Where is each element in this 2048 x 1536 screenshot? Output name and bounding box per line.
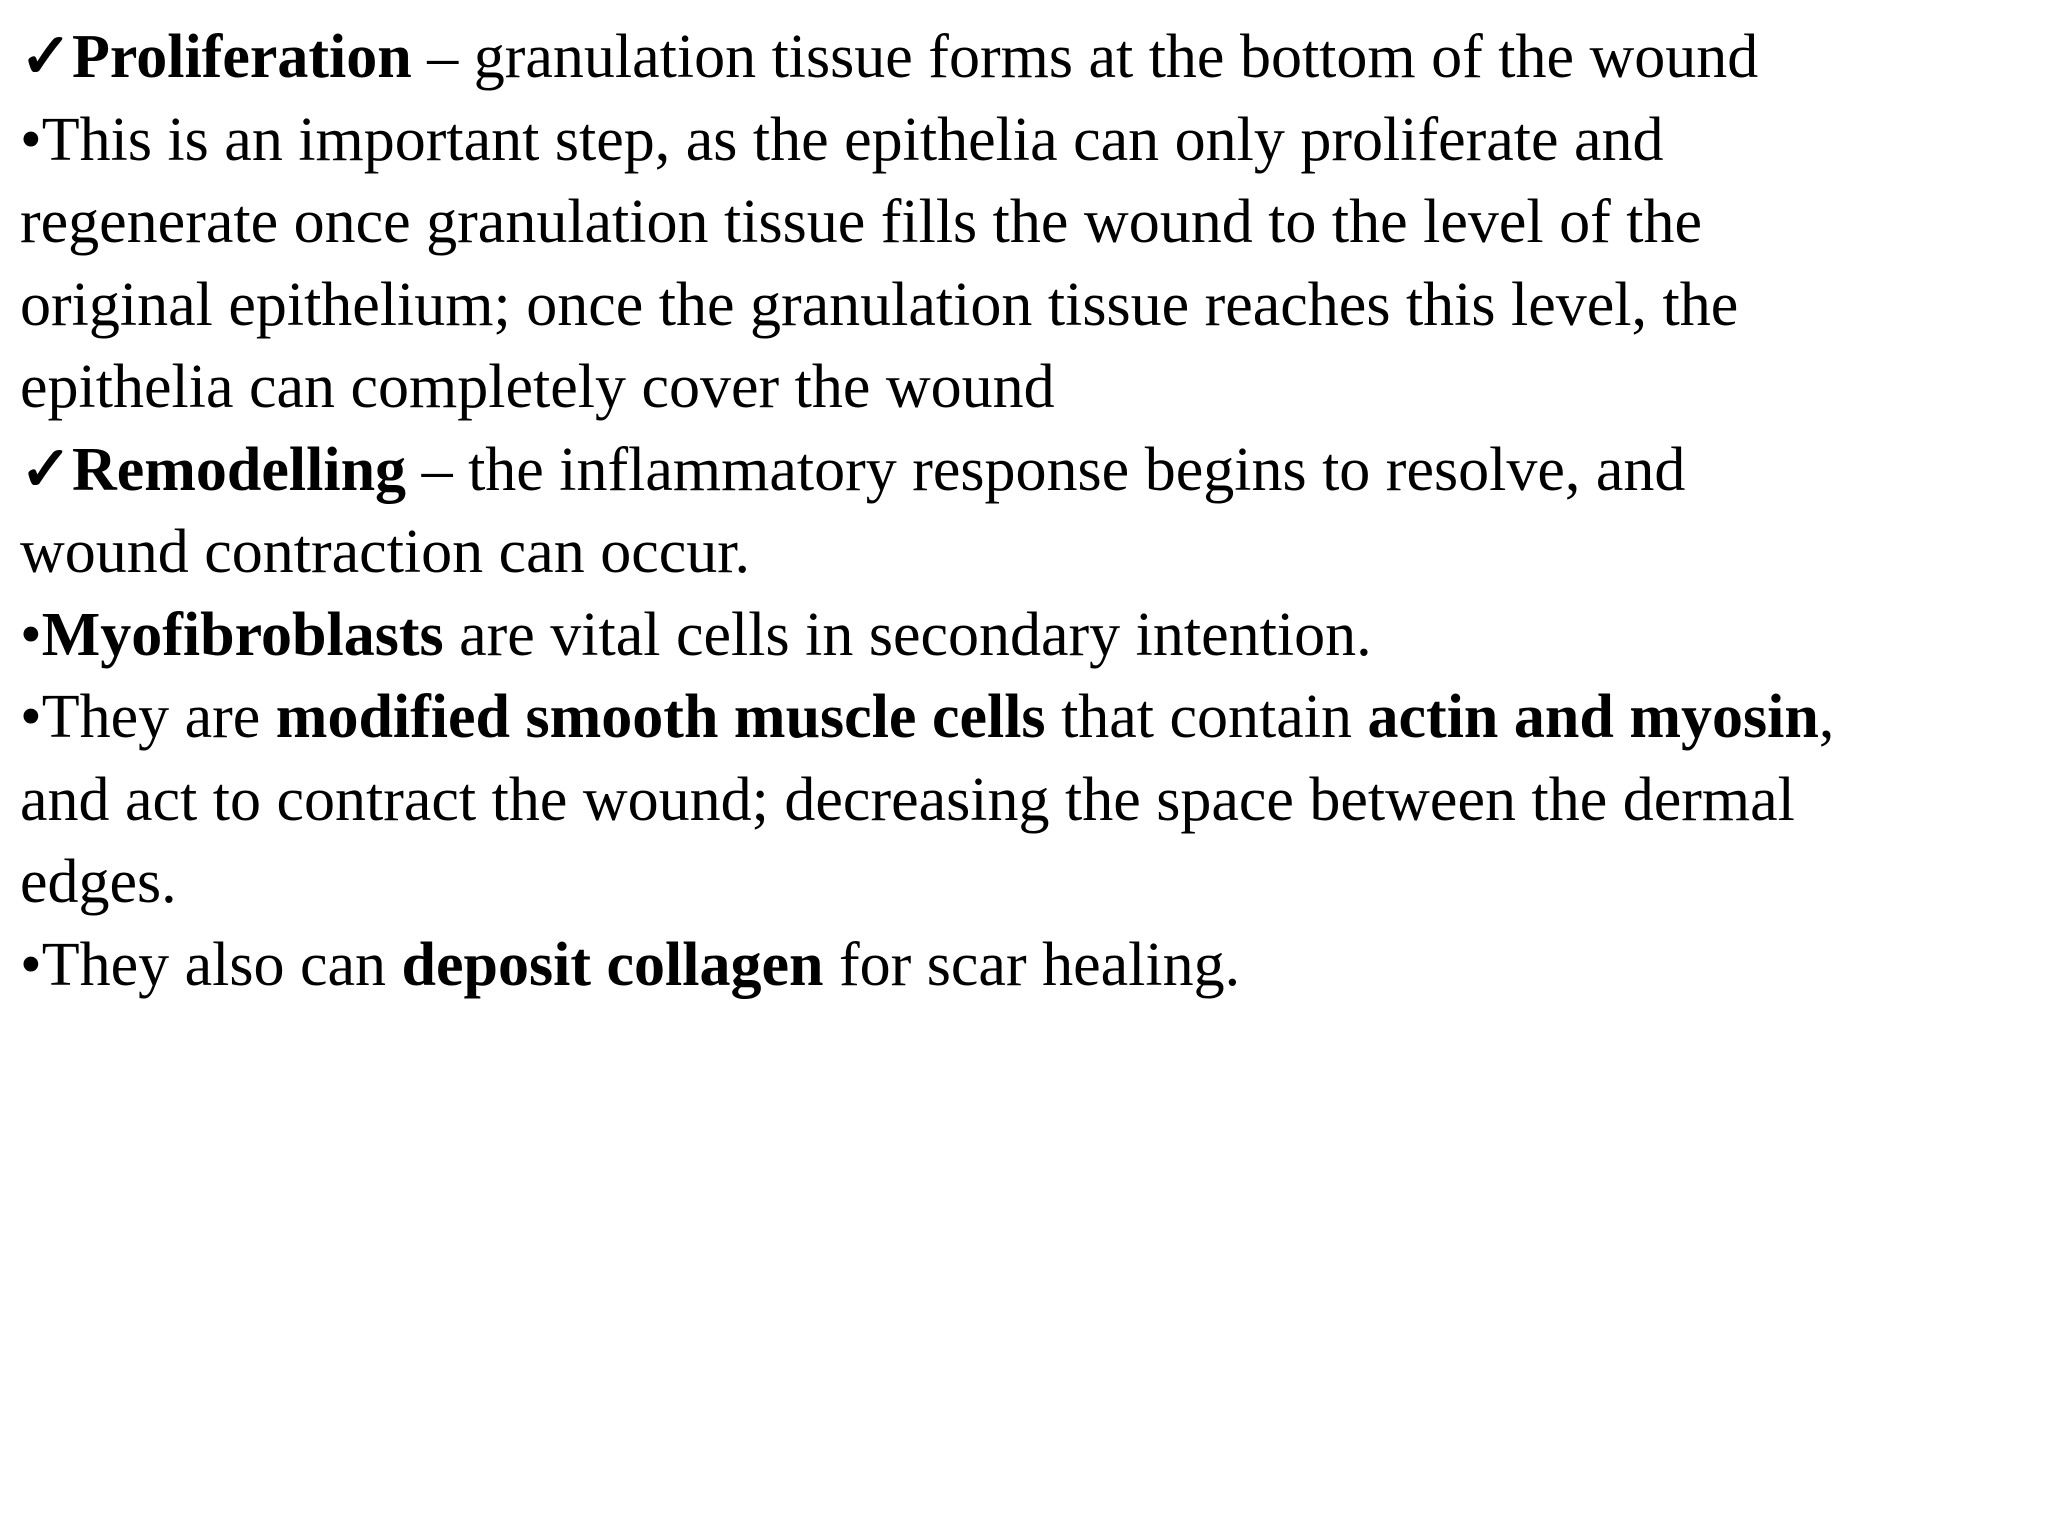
- slide-body-text: [20, 16, 2040, 1006]
- text-line: [20, 676, 2040, 759]
- text-run: for scar healing.: [823, 930, 1241, 999]
- remodelling-term: Remodelling: [71, 435, 407, 504]
- text-run: original epithelium; once the granulation tissue reaches this level, the: [20, 270, 1739, 339]
- text-run: They also can: [41, 930, 402, 999]
- text-run: They are: [41, 683, 276, 751]
- bullet-dot-icon: •: [20, 600, 42, 669]
- text-line: [20, 594, 2040, 677]
- important-step-bullet-item: [20, 99, 2040, 429]
- text-run: epithelia can completely cover the wound: [20, 353, 1055, 421]
- myofibroblasts-bullet-item: [20, 594, 2040, 677]
- bullet-dot-icon: •: [20, 930, 42, 999]
- proliferation-bullet-item: [20, 16, 2040, 99]
- text-run: ,: [1818, 683, 1835, 751]
- text-run: are vital cells in secondary intention.: [443, 600, 1372, 669]
- remodelling-description: – the inflammatory response begins to resolve, and: [406, 435, 1686, 504]
- text-line: [20, 511, 2040, 594]
- text-line: [20, 759, 2040, 842]
- text-line: [20, 924, 2040, 1007]
- bullet-dot-icon: •: [20, 105, 42, 174]
- text-run: regenerate once granulation tissue fills the wound to the level of the: [20, 188, 1703, 256]
- smooth-muscle-bullet-item: [20, 676, 2040, 924]
- text-run: that contain: [1045, 683, 1368, 751]
- actin-myosin-term: actin and myosin: [1367, 683, 1819, 751]
- text-line: [20, 429, 2040, 512]
- checkmark-icon: ✓: [20, 435, 72, 504]
- myofibroblasts-term: Myofibroblasts: [41, 600, 444, 669]
- collagen-bullet-item: [20, 924, 2040, 1007]
- text-line: [20, 841, 2040, 924]
- text-run: and act to contract the wound; decreasing the space between the dermal: [20, 765, 1795, 834]
- smooth-muscle-term: modified smooth muscle cells: [275, 683, 1046, 751]
- bullet-dot-icon: •: [20, 683, 42, 751]
- proliferation-description: – granulation tissue forms at the bottom of the wound: [411, 23, 1759, 91]
- text-line: [20, 181, 2040, 264]
- remodelling-bullet-item: [20, 429, 2040, 594]
- text-line: [20, 99, 2040, 182]
- checkmark-icon: ✓: [20, 23, 72, 91]
- proliferation-term: Proliferation: [71, 23, 412, 91]
- text-line: [20, 16, 2040, 99]
- deposit-collagen-term: deposit collagen: [401, 930, 824, 999]
- text-line: [20, 346, 2040, 429]
- text-run: edges.: [20, 848, 177, 916]
- text-run: wound contraction can occur.: [20, 518, 750, 586]
- text-line: [20, 264, 2040, 347]
- text-run: This is an important step, as the epithelia can only proliferate and: [41, 105, 1664, 174]
